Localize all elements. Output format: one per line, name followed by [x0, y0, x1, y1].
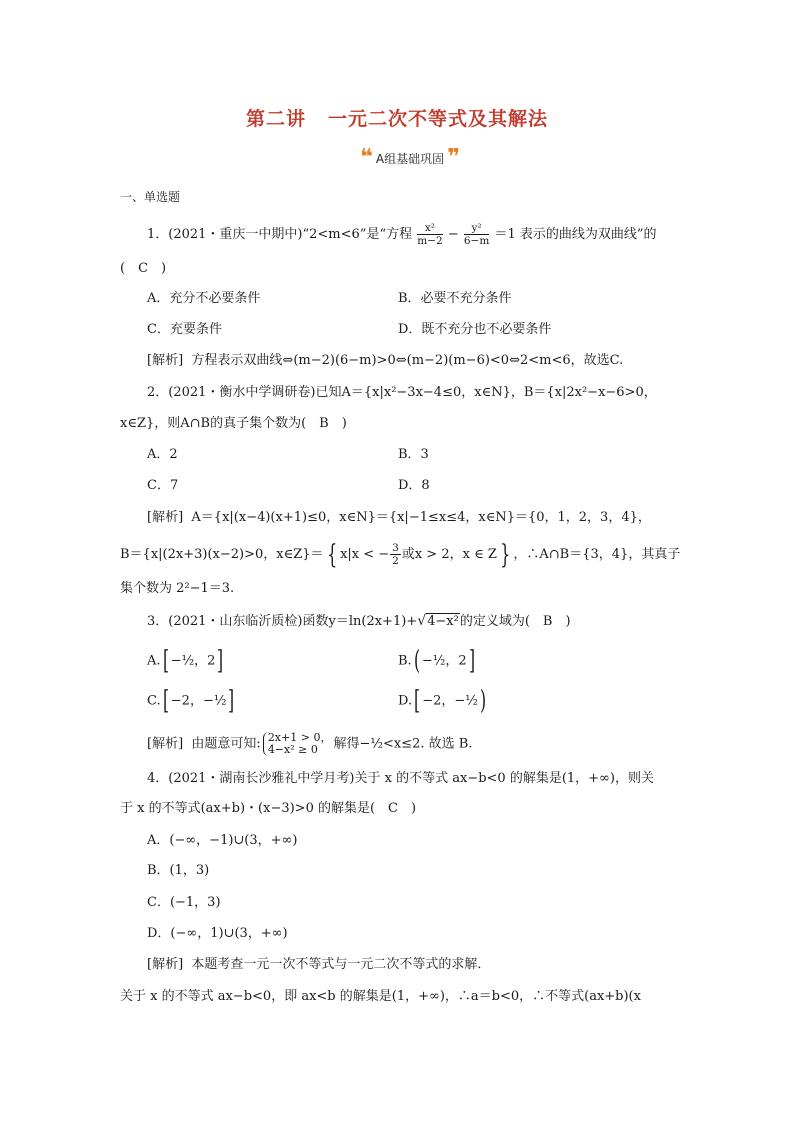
q3-system [263, 732, 332, 756]
q4-option-a: A．(−∞，−1)∪(3，+∞) [147, 833, 298, 848]
q1-explanation [147, 352, 623, 370]
q3-exp-tag: [解析] [147, 736, 184, 752]
group-badge [348, 146, 472, 170]
page-title [0, 104, 794, 131]
q1-f2-num: y² [464, 222, 489, 235]
q3-opt-a-value: −½，2 [170, 653, 216, 669]
q4-option-c: C．(−1，3) [147, 895, 221, 910]
q3-opt-b-label: B. [398, 653, 412, 669]
q2-option-c: C．7 [147, 478, 179, 493]
q4-stem-line-1: 4．(2021・湖南长沙雅礼中学月考)关于 x 的不等式 ax−b<0 的解集是(1，+∞)，则关 [147, 771, 654, 786]
q4-exp-tag: [解析] [147, 957, 184, 972]
q2-explanation-line-1 [147, 509, 651, 527]
q2-exp-text-1: A＝{x|(x−4)(x+1)≤0，x∈N}＝{x|−1≤x≤4，x∈N}＝{0，1，2，3，4}， [191, 510, 651, 525]
q3-opt-b-rbracket: ] [468, 646, 475, 676]
q2-exp2-set2: 或x > 2，x ∈ Z [401, 547, 497, 562]
q3-opt-d-rparen: ) [479, 686, 487, 716]
q4-option-d: D．(−∞，1)∪(3，+∞) [147, 926, 288, 941]
q1-f2-den: 6−m [463, 235, 490, 247]
q2-right-brace: } [500, 539, 511, 570]
q3-explanation [147, 732, 472, 756]
open-quote-icon: ❝ [359, 145, 373, 170]
q4-explanation-line-1 [147, 956, 490, 974]
q2-exp-fraction [390, 542, 401, 567]
q1-option-d: D．既不充分也不必要条件 [398, 322, 552, 337]
q3-sqrt-content: 4−x² [427, 614, 459, 629]
q4-explanation-line-2: 关于 x 的不等式 ax−b<0，即 ax<b 的解集是(1，+∞)，∴a＝b<0，∴不等式(ax+b)(x [120, 989, 641, 1004]
q1-f1-num: x² [417, 222, 442, 235]
q1-option-a: A．充分不必要条件 [147, 291, 261, 306]
q3-option-d [398, 686, 488, 716]
q1-suffix: ＝1 表示的曲线为双曲线”的 [494, 227, 657, 242]
q3-opt-b-lparen: ( [413, 646, 420, 676]
q3-opt-c-rbracket: ] [228, 686, 235, 716]
q1-f1-den: m−2 [417, 235, 443, 247]
close-quote-icon: ❞ [447, 145, 461, 170]
q3-sys-1: 2x+1 > 0， [267, 731, 332, 744]
q3-opt-c-value: −2，−½ [170, 693, 227, 709]
q3-stem-pre: 3．(2021・山东临沂质检)函数y＝ln(2x+1)+ [147, 614, 418, 629]
q3-opt-a-label: A. [147, 653, 161, 669]
q2-exp-fden: 2 [392, 555, 399, 567]
q3-opt-d-value: −2，−½ [422, 693, 478, 709]
q2-explanation-line-3: 集个数为 2²−1＝3. [120, 581, 235, 596]
q1-option-b: B．必要不充分条件 [398, 291, 512, 306]
q3-opt-d-lbracket: [ [414, 686, 421, 716]
q1-answer: ( C ) [120, 261, 167, 276]
q3-opt-d-label: D. [398, 693, 413, 709]
q3-exp-pre: 由题意可知: [191, 736, 261, 752]
q2-left-brace: { [326, 539, 337, 570]
q1-stem [147, 222, 657, 247]
q2-exp2-set1: x|x < − [340, 547, 390, 562]
q3-opt-a-lbracket: [ [162, 646, 169, 676]
q2-stem-line-2: x∈Z}，则A∩B的真子集个数为( B ) [120, 416, 347, 431]
q1-fraction-2 [464, 222, 489, 247]
section-heading: 一、单选题 [120, 190, 181, 204]
q3-option-c [147, 686, 237, 716]
q1-minus: − [447, 227, 459, 242]
q3-sys-2: 4−x² ≥ 0 [267, 743, 318, 756]
q2-option-d: D．8 [398, 478, 430, 493]
q3-option-b [398, 646, 477, 676]
q2-exp2-pre: B＝{x|(2x+3)(x−2)>0，x∈Z}＝ [120, 547, 324, 562]
q3-stem-post: 的定义域为( B ) [459, 614, 571, 629]
q4-exp-text-1: 本题考查一元一次不等式与一元二次不等式的求解． [191, 957, 491, 972]
q3-option-a [147, 646, 226, 676]
q1-option-c: C．充要条件 [147, 322, 222, 337]
q3-opt-c-label: C. [147, 693, 161, 709]
q3-opt-c-lbracket: [ [162, 686, 169, 716]
q3-opt-a-rbracket: ] [217, 646, 224, 676]
sqrt-icon: √ [417, 613, 427, 629]
q2-option-b: B．3 [398, 447, 429, 462]
q2-exp2-post: ，∴A∩B＝{3，4}，其真子 [513, 547, 681, 562]
q4-option-b: B．(1，3) [147, 863, 210, 878]
q2-exp-tag: [解析] [147, 510, 184, 525]
q2-option-a: A．2 [147, 447, 178, 462]
q3-exp-post: 解得−½<x≤2. 故选 B. [333, 736, 473, 752]
badge-label: A组基础巩固 [375, 151, 445, 166]
q3-opt-b-value: −½，2 [421, 653, 467, 669]
title-part-2: 一元二次不等式及其解法 [328, 108, 549, 130]
q1-fraction-1 [417, 222, 442, 247]
q2-exp-fnum: 3 [392, 542, 399, 554]
q2-explanation-line-2 [120, 539, 681, 570]
q4-stem-line-2: 于 x 的不等式(ax+b)・(x−3)>0 的解集是( C ) [120, 801, 417, 816]
q2-stem-line-1: 2．(2021・衡水中学调研卷)已知A＝{x|x²−3x−4≤0，x∈N}，B＝{x|2x²−x−6>0， [147, 385, 657, 400]
q3-stem [147, 612, 571, 631]
q1-exp-tag: [解析] [147, 353, 184, 368]
q1-prefix: 1．(2021・重庆一中期中)“2<m<6”是“方程 [147, 227, 413, 242]
q1-exp-text: 方程表示双曲线⇔(m−2)(6−m)>0⇔(m−2)(m−6)<0⇔2<m<6，故选C. [191, 353, 624, 368]
title-part-1: 第二讲 [245, 108, 306, 130]
